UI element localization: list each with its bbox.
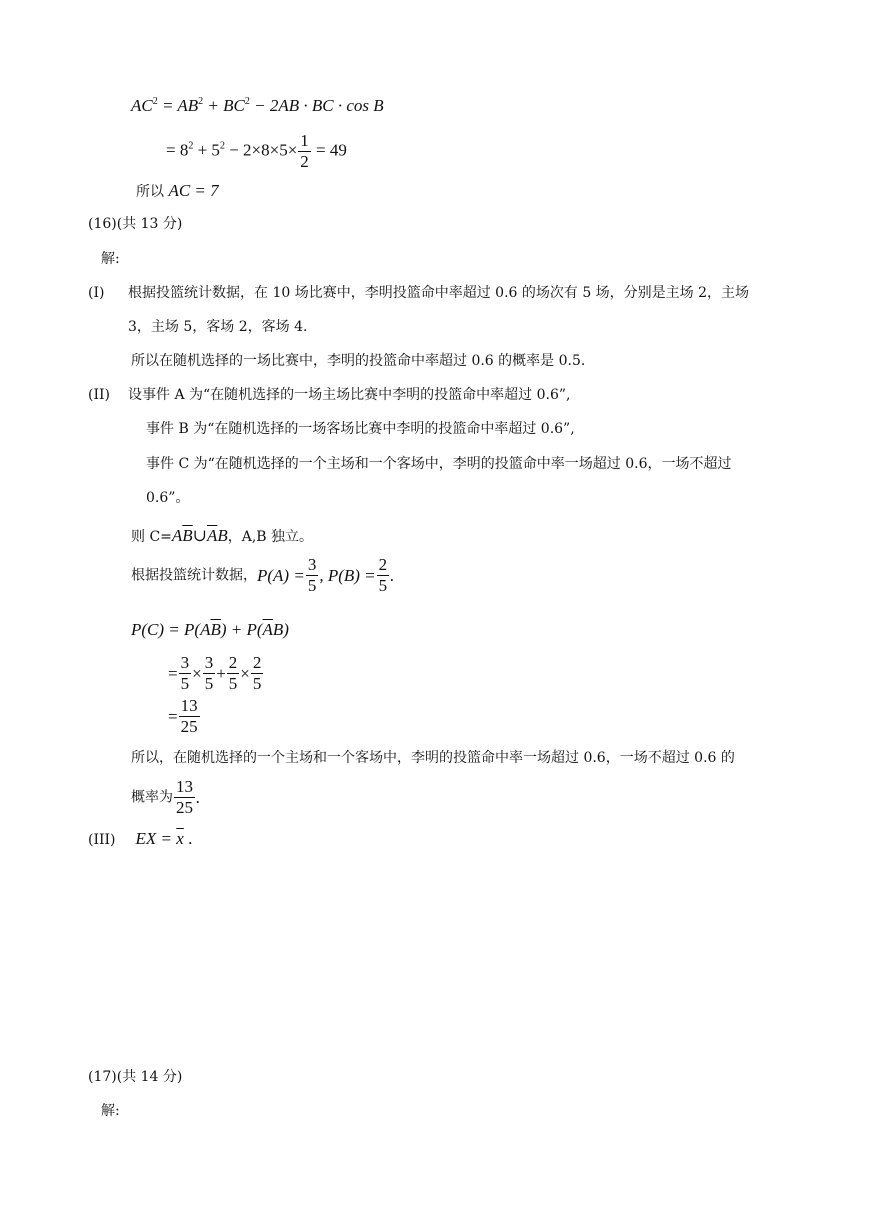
event-c-expression: 则 $C=A\overline{B}\cup\overline{A}B$，A,B 独立。 bbox=[131, 526, 314, 545]
cosine-law-line-1: $AC^2 = AB^2 + BC^2 - 2AB$ · BC · cos B bbox=[131, 96, 384, 115]
pc-calculation: = $\frac{3}{5}$ × $\frac{3}{5}$ + $\frac{2}{5}$ × $\frac{2}{5}$ bbox=[168, 653, 262, 693]
fraction-one-half: $\frac{1}{2}$ bbox=[300, 131, 309, 171]
q17-solve-label: 解: bbox=[101, 1103, 120, 1119]
part-2-conclusion-line-1: 所以，在随机选择的一个主场和一个客场中，李明的投篮命中率一场超过 0.6，一场不超过 0.6 的 bbox=[131, 750, 735, 766]
event-c-definition-line-2: 0.6”。 bbox=[146, 490, 190, 506]
part-2-label: (II) bbox=[88, 387, 110, 403]
part-3-line: (III) EX = $\overline{x}$ . bbox=[88, 829, 193, 848]
fraction-thirteen-twentyfifths: $\frac{13}{25}$ bbox=[176, 777, 193, 817]
pc-formula: $P(C) = P(A\overline{B}) + P(\overline{A}B)$ bbox=[131, 620, 289, 639]
cosine-law-conclusion: 所以 AC = 7 bbox=[136, 181, 219, 200]
part-1-line-1: 根据投篮统计数据，在 10 场比赛中，李明投篮命中率超过 0.6 的场次有 5 场，分别是主场 2，主场 bbox=[128, 285, 750, 301]
probabilities-pa-pb: 根据投篮统计数据，P(A) = $\frac{3}{5}$ , P(B) = $\frac{2}{5}$ . bbox=[131, 555, 395, 595]
q17-header: (17)(共 14 分) bbox=[88, 1069, 183, 1085]
q16-header: (16)(共 13 分) bbox=[88, 216, 183, 232]
q16-solve-label: 解: bbox=[101, 251, 120, 267]
cosine-law-line-2: = $8^2 + 5^2 - 2\times 8\times 5\times$ $\frac{1}{2}$ = 49 bbox=[166, 131, 347, 171]
part-1-line-2: 3，主场 5，客场 2，客场 4. bbox=[128, 319, 308, 335]
event-c-definition-line-1: 事件 C 为“在随机选择的一个主场和一个客场中，李明的投篮命中率一场超过 0.6，一场不超过 bbox=[146, 456, 732, 472]
fraction-two-fifths: $\frac{2}{5}$ bbox=[378, 555, 388, 595]
pc-result: = $\frac{13}{25}$ bbox=[168, 696, 198, 736]
part-2-conclusion-line-2: 概率为 $\frac{13}{25}$ . bbox=[131, 777, 201, 817]
event-a-definition: 设事件 A 为“在随机选择的一场主场比赛中李明的投篮命中率超过 0.6”, bbox=[128, 387, 571, 403]
part-1-label: (I) bbox=[88, 285, 105, 301]
fraction-three-fifths: $\frac{3}{5}$ bbox=[307, 555, 317, 595]
event-b-definition: 事件 B 为“在随机选择的一场客场比赛中李明的投篮命中率超过 0.6”, bbox=[146, 421, 575, 437]
part-1-line-3: 所以在随机选择的一场比赛中，李明的投篮命中率超过 0.6 的概率是 0.5. bbox=[131, 353, 586, 369]
